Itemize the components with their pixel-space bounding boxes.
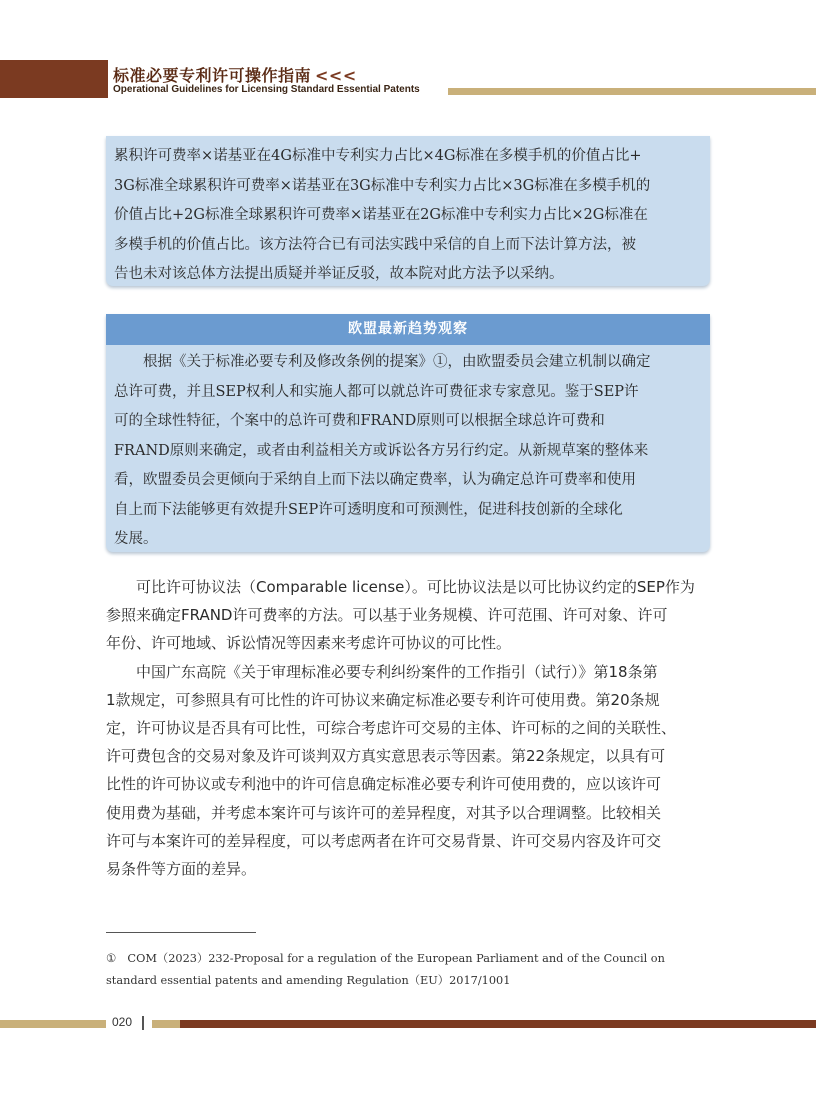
footer-bar-left bbox=[0, 1020, 106, 1028]
paragraph-comparable-license: 可比许可协议法（Comparable license）。可比协议法是以可比协议约定的SEP作为 参照来确定FRAND许可费率的方法。可以基于业务规模、许可范围、许可对象、许可 年份、许可地域、诉讼情况等因素来考虑许可协议的可比性。 bbox=[106, 578, 695, 653]
eu-trend-box bbox=[106, 314, 710, 552]
page-number: 020 bbox=[112, 1015, 133, 1029]
header-color-block bbox=[0, 60, 108, 98]
footnote: ① COM（2023）232-Proposal for a regulation of the European Parliament and of the Council on standard essential patents and amending Regulation（EU）2017/1001 bbox=[106, 952, 665, 987]
running-header-subtitle: Operational Guidelines for Licensing Standard Essential Patents bbox=[113, 84, 420, 95]
footnote-rule bbox=[106, 932, 256, 933]
header-title-text: 标准必要专利许可操作指南 bbox=[113, 66, 312, 85]
footer-separator bbox=[142, 1016, 144, 1030]
body-text bbox=[106, 573, 710, 883]
case-excerpt-box bbox=[106, 136, 710, 286]
paragraph-guangdong-guidelines: 中国广东高院《关于审理标准必要专利纠纷案件的工作指引（试行）》第18条第 1款规定，可参照具有可比性的许可协议来确定标准必要专利许可使用费。第20条规 定，许可协议是否具有可比性，可综合考虑许可交易的主体、许可标的之间的关联性、 许可费包含的交易对象及许可谈判双方真实意思表示等因素。第22条规定，以具有可 比性的许可协议或专利池中的许可信息确定标准必要专利许可使用费的，应以该许可 使用费为基础，并考虑本案许可与该许可的差异程度，对其予以合理调整。比较相关 许可与本案许可的差异程度，可以考虑两者在许可交易背景、许可交易内容及许可交 易条件等方面的差异。 bbox=[106, 662, 677, 879]
triple-chevron-icon: <<< bbox=[315, 66, 357, 85]
header-rule bbox=[448, 88, 816, 95]
running-header-title bbox=[113, 63, 357, 86]
footer-bar-mid bbox=[152, 1020, 180, 1028]
footer-bar-right bbox=[180, 1020, 816, 1028]
eu-trend-box-title: 欧盟最新趋势观察 bbox=[106, 314, 710, 345]
case-excerpt-text: 累积许可费率×诺基亚在4G标准中专利实力占比×4G标准在多模手机的价值占比+ 3G标准全球累积许可费率×诺基亚在3G标准中专利实力占比×3G标准在多模手机的 价值占比+2G标准全球累积许可费率×诺基亚在2G标准中专利实力占比×2G标准在 多模手机的价值占比。该方法符合已有司法实践中采信的自上而下法计算方法，被 告也未对该总体方法提出质疑并举证反驳，故本院对此方法予以采纳。 bbox=[114, 148, 651, 282]
eu-trend-box-text: 根据《关于标准必要专利及修改条例的提案》①，由欧盟委员会建立机制以确定 总许可费，并且SEP权利人和实施人都可以就总许可费征求专家意见。鉴于SEP许 可的全球性特征，个案中的总许可费和FRAND原则可以根据全球总许可费和 FRAND原则来确定，或者由利益相关方或诉讼各方另行约定。从新规草案的整体来 看，欧盟委员会更倾向于采纳自上而下法以确定费率，认为确定总许可费率和使用 自上而下法能够更有效提升SEP许可透明度和可预测性，促进科技创新的全球化 发展。 bbox=[114, 354, 651, 547]
